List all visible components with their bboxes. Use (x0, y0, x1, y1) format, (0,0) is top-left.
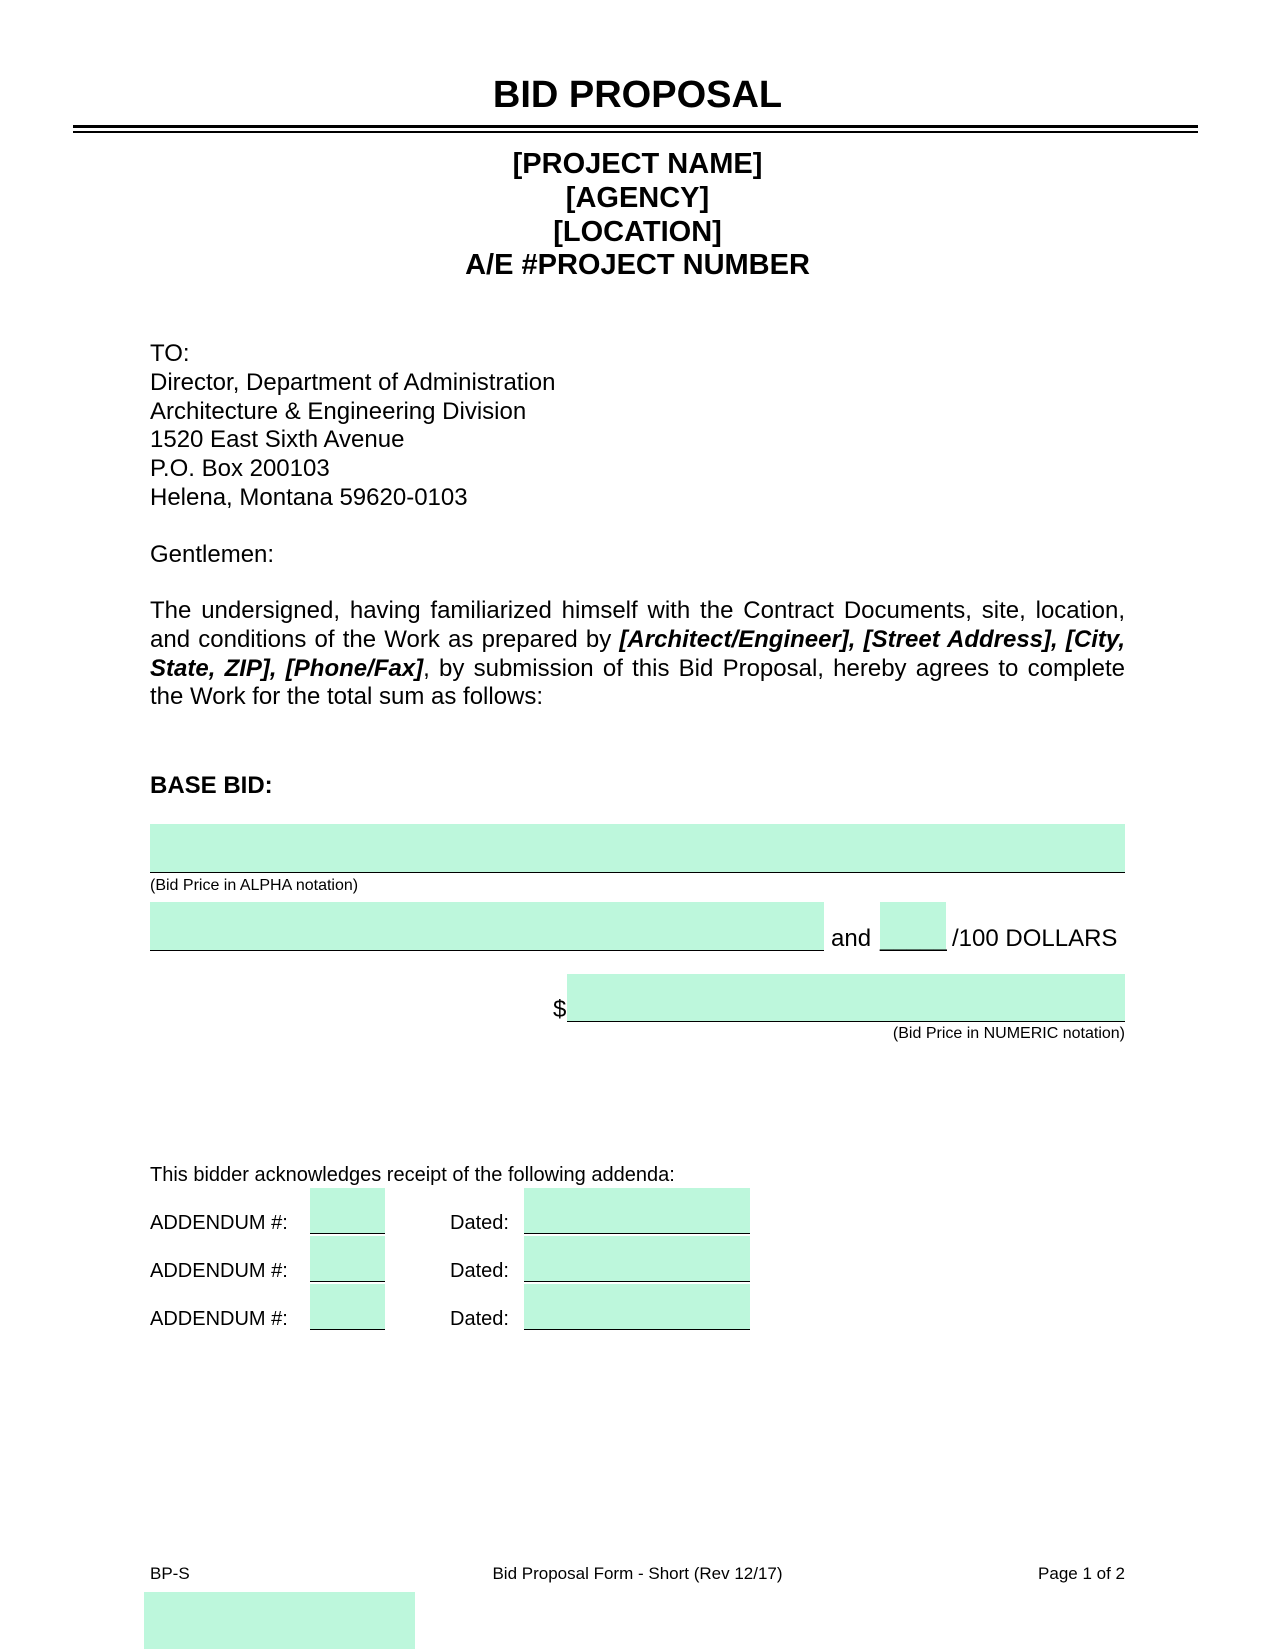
project-name: [PROJECT NAME] (512, 148, 763, 180)
cents-blank: _____ (880, 925, 947, 952)
project-number: A/E #PROJECT NUMBER (465, 249, 810, 281)
paragraph-text-1: The undersigned, having familiarized himself with the Contract Documents, site, location, and conditions of the Work as prepared by (150, 597, 1125, 653)
project-agency: [AGENCY] (565, 182, 710, 214)
address-line-5: Helena, Montana 59620-0103 (150, 484, 468, 511)
footer-form-code: BP-S (150, 1564, 190, 1583)
addendum-label: ADDENDUM #: (150, 1260, 288, 1282)
and-label: and (831, 925, 872, 952)
address-line-3: 1520 East Sixth Avenue (150, 426, 405, 453)
address-line-1: Director, Department of Administration (150, 369, 556, 396)
address-to: TO: (150, 340, 190, 367)
footer-page-number: Page 1 of 2 (1038, 1564, 1125, 1583)
bid-price-numeric-caption: (Bid Price in NUMERIC notation) (892, 1025, 1125, 1042)
bid-price-alpha-field[interactable] (150, 824, 1125, 873)
address-line-2: Architecture & Engineering Division (150, 398, 527, 425)
addendum-date-field[interactable] (524, 1284, 750, 1330)
paragraph-emphasis: [Architect/Engineer], [Street Address], [City, State, ZIP], [Phone/Fax] (150, 625, 1125, 682)
footer-form-title: Bid Proposal Form - Short (Rev 12/17) (492, 1564, 783, 1583)
dated-label: Dated: (450, 1260, 509, 1282)
addendum-number-field[interactable] (310, 1188, 385, 1234)
title-divider-bottom (73, 131, 1198, 133)
project-location: [LOCATION] (553, 216, 722, 248)
bid-price-alpha-field-continued[interactable] (150, 902, 824, 951)
addendum-label: ADDENDUM #: (150, 1308, 288, 1330)
addendum-number-field[interactable] (310, 1236, 385, 1282)
dated-label: Dated: (450, 1308, 509, 1330)
title-divider-top (73, 125, 1198, 128)
address-line-4: P.O. Box 200103 (150, 455, 330, 482)
addendum-date-field[interactable] (524, 1188, 750, 1234)
addenda-intro: This bidder acknowledges receipt of the following addenda: (150, 1164, 675, 1186)
addendum-number-field[interactable] (310, 1284, 385, 1330)
addendum-label: ADDENDUM #: (150, 1212, 288, 1234)
addendum-date-field[interactable] (524, 1236, 750, 1282)
base-bid-heading: BASE BID: (150, 772, 273, 799)
intro-paragraph (150, 597, 1125, 712)
dollars-label: /100 DOLLARS (952, 925, 1118, 952)
salutation: Gentlemen: (150, 541, 275, 568)
bid-price-alpha-caption: (Bid Price in ALPHA notation) (150, 877, 359, 894)
paragraph-text-2: , by submission of this Bid Proposal, hereby agrees to complete the Work for the total sum as follows: (150, 654, 1125, 711)
page-title: BID PROPOSAL (492, 74, 783, 116)
footer-form-field[interactable] (144, 1592, 415, 1649)
dated-label: Dated: (450, 1212, 509, 1234)
dollar-sign: $ (553, 996, 567, 1023)
bid-price-numeric-field[interactable] (567, 974, 1125, 1022)
